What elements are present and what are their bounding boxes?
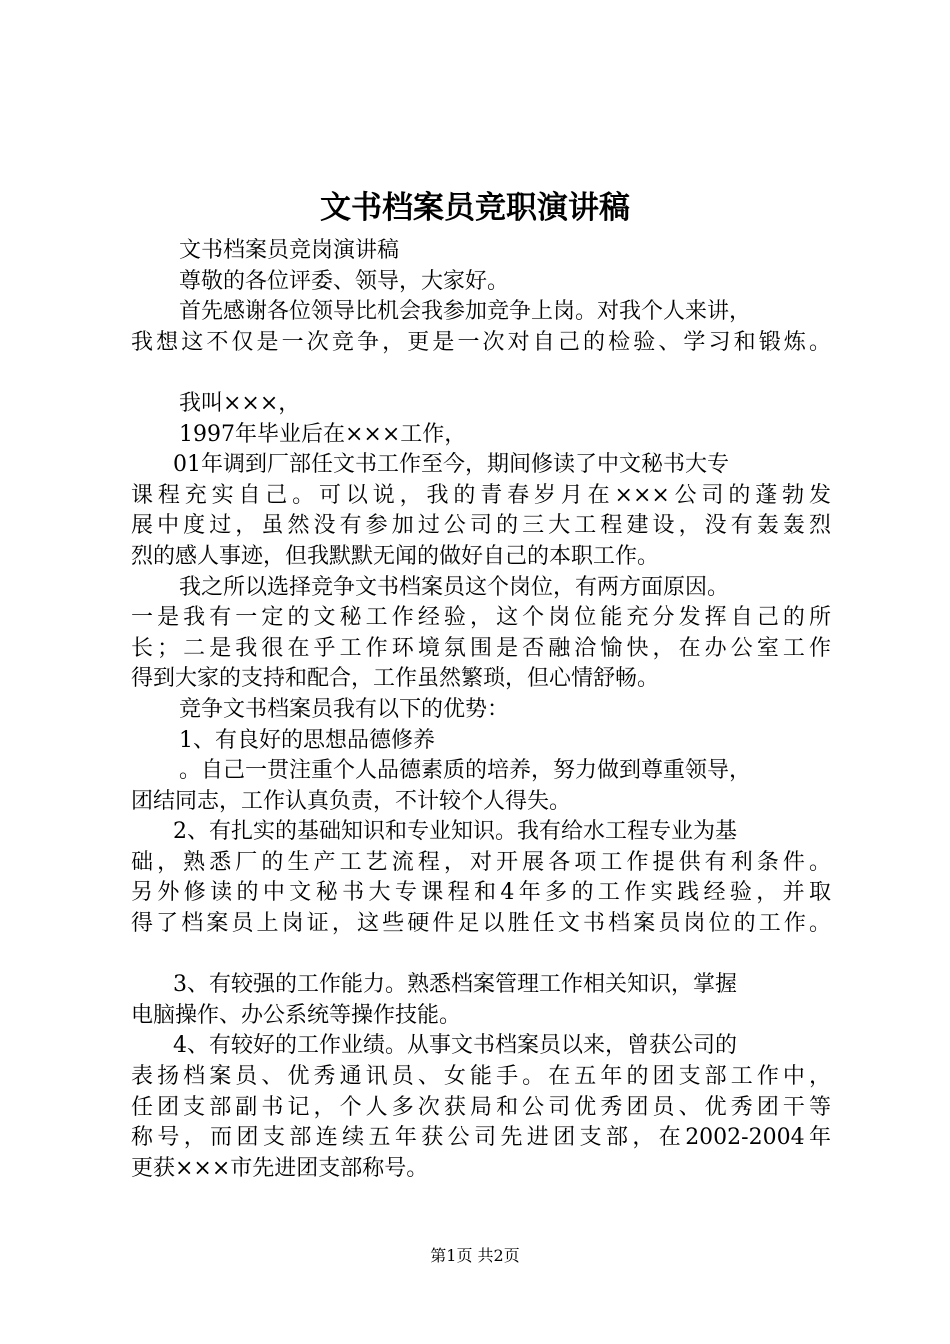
paragraph-line: 01年调到厂部任文书工作至今，期间修读了中文秘书大专 [173, 452, 729, 478]
paragraph-line: 长；二是我很在乎工作环境氛围是否融洽愉快，在办公室工作 [131, 635, 831, 661]
page-footer: 第1页 共2页 [430, 1246, 520, 1265]
paragraph-line: 得到大家的支持和配合，工作虽然繁琐，但心情舒畅。 [131, 666, 660, 692]
paragraph-line: 更获×××市先进团支部称号。 [131, 1155, 429, 1181]
paragraph-line: 竞争文书档案员我有以下的优势： [179, 696, 510, 722]
document-body [131, 236, 831, 1184]
paragraph-line: 团结同志，工作认真负责，不计较个人得失。 [131, 788, 572, 814]
paragraph-line: 另外修读的中文秘书大专课程和4年多的工作实践经验，并取 [131, 880, 831, 906]
paragraph-line: 展中度过，虽然没有参加过公司的三大工程建设，没有轰轰烈 [131, 513, 831, 539]
document-title: 文书档案员竞职演讲稿 [320, 190, 630, 226]
paragraph-line: 一是我有一定的文秘工作经验，这个岗位能充分发挥自己的所 [131, 605, 831, 631]
paragraph-line: 我之所以选择竞争文书档案员这个岗位，有两方面原因。 [179, 574, 730, 600]
paragraph-gap [131, 358, 831, 389]
paragraph-gap [131, 940, 831, 971]
paragraph-line: 我叫×××， [179, 390, 301, 416]
paragraph-line: 2、有扎实的基础知识和专业知识。我有给水工程专业为基 [173, 819, 737, 845]
paragraph-line: 首先感谢各位领导比机会我参加竞争上岗。对我个人来讲， [179, 299, 752, 325]
paragraph-line: 表扬档案员、优秀通讯员、女能手。在五年的团支部工作中， [131, 1064, 831, 1090]
paragraph-line: 课程充实自己。可以说，我的青春岁月在×××公司的蓬勃发 [131, 482, 831, 508]
paragraph-line: 烈的感人事迹，但我默默无闻的做好自己的本职工作。 [131, 543, 660, 569]
paragraph-line: 任团支部副书记，个人多次获局和公司优秀团员、优秀团干等 [131, 1094, 831, 1120]
paragraph-line: 。自己一贯注重个人品德素质的培养，努力做到尊重领导， [179, 758, 752, 784]
paragraph-line: 称号，而团支部连续五年获公司先进团支部，在2002-2004年 [131, 1125, 831, 1151]
paragraph-line: 我想这不仅是一次竞争，更是一次对自己的检验、学习和锻炼。 [131, 329, 831, 355]
paragraph-line: 得了档案员上岗证，这些硬件足以胜任文书档案员岗位的工作。 [131, 911, 831, 937]
paragraph-line: 电脑操作、办公系统等操作技能。 [131, 1002, 462, 1028]
paragraph-line: 础，熟悉厂的生产工艺流程，对开展各项工作提供有利条件。 [131, 849, 831, 875]
paragraph-line: 3、有较强的工作能力。熟悉档案管理工作相关知识，掌握 [173, 972, 737, 998]
paragraph-line: 1、有良好的思想品德修养 [179, 727, 435, 753]
paragraph-line: 尊敬的各位评委、领导，大家好。 [179, 268, 510, 294]
paragraph-line: 1997年毕业后在×××工作， [179, 421, 467, 447]
paragraph-line: 4、有较好的工作业绩。从事文书档案员以来，曾获公司的 [173, 1033, 737, 1059]
paragraph-line: 文书档案员竞岗演讲稿 [179, 238, 400, 263]
